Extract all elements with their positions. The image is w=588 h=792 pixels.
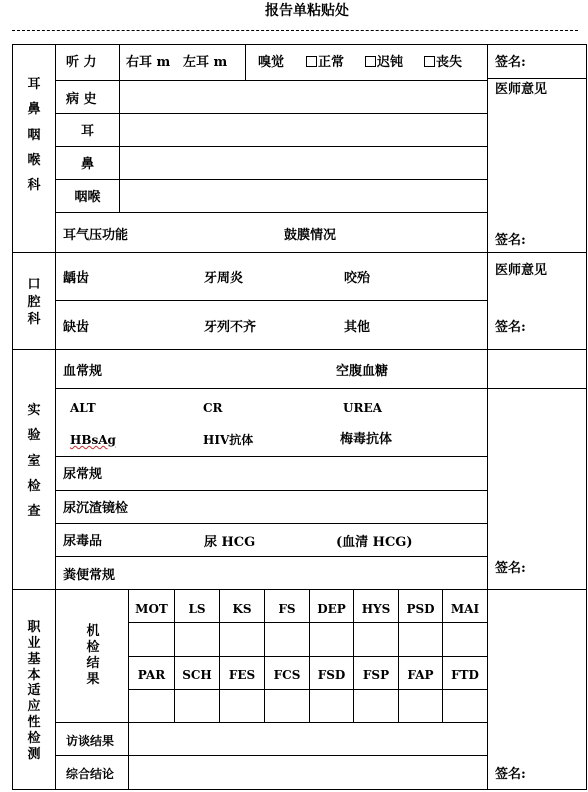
history-label: 病 史 <box>66 92 97 107</box>
code-cell: SCH <box>182 668 212 682</box>
code-cell: PSD <box>406 602 435 616</box>
hiv-label: HIV抗体 <box>203 433 254 447</box>
ent-row-line <box>56 212 487 213</box>
stool-routine-label: 粪便常规 <box>63 568 116 583</box>
comprehensive-conclusion-label: 综合结论 <box>66 767 115 781</box>
occlusion-label: 咬殆 <box>344 271 371 286</box>
code-cell: MOT <box>135 602 168 616</box>
dental-row-line <box>56 300 487 301</box>
blood-routine-label: 血常规 <box>63 364 103 379</box>
lab-section-bottom <box>12 589 587 590</box>
code-cell: KS <box>232 602 252 616</box>
malalignment-label: 牙列不齐 <box>204 320 257 335</box>
code-grid-line <box>129 622 487 623</box>
report-paste-title: 报告单粘贴处 <box>265 3 349 19</box>
dental-doctor-opinion-label: 医师意见 <box>495 263 548 278</box>
checkbox-icon[interactable] <box>424 56 435 67</box>
ear-label: 耳 <box>80 124 94 139</box>
eardrum-condition-label: 鼓膜情况 <box>284 228 337 243</box>
ent-hearing-divider <box>245 44 246 80</box>
section-label-divider <box>55 44 56 790</box>
ent-row-line <box>56 179 487 180</box>
cr-label: CR <box>203 401 223 415</box>
interview-row-line <box>56 755 487 756</box>
code-cell: FAP <box>407 668 434 682</box>
lab-row-line <box>56 388 586 389</box>
syphilis-label: 梅毒抗体 <box>340 432 393 447</box>
ent-doctor-opinion-label: 医师意见 <box>495 82 548 97</box>
code-grid-line <box>56 722 487 723</box>
ent-label-divider <box>119 44 120 212</box>
code-grid-line <box>129 689 487 690</box>
lab-row-line <box>56 556 487 557</box>
ent-row-line <box>56 80 487 81</box>
throat-label: 咽喉 <box>74 190 101 205</box>
smell-option-lost-label: 丧失 <box>436 55 463 70</box>
interview-result-label: 访谈结果 <box>66 734 115 748</box>
code-cell: FS <box>278 602 296 616</box>
urine-routine-label: 尿常规 <box>63 467 103 482</box>
dental-section-label: 口腔科 <box>27 277 41 328</box>
other-label: 其他 <box>344 320 371 335</box>
periodontitis-label: 牙周炎 <box>204 271 244 286</box>
code-cell: FSD <box>317 668 346 682</box>
code-grid-line <box>129 656 487 657</box>
occupational-section-label: 职业基本适应性检测 <box>27 620 41 762</box>
smell-option-dull-label: 迟钝 <box>377 55 404 70</box>
ent-section-bottom <box>12 252 587 253</box>
code-cell: FES <box>228 668 256 682</box>
ent-bottom-signature-label: 签名: <box>495 233 526 248</box>
dental-signature-label: 签名: <box>495 320 526 335</box>
ent-signature-label: 签名: <box>495 55 526 70</box>
smell-option-normal-label: 正常 <box>318 55 345 70</box>
code-cell: FTD <box>451 668 479 682</box>
lab-row-line <box>56 523 487 524</box>
signature-column-divider <box>487 44 488 790</box>
ent-row-line <box>56 146 487 147</box>
frame-top <box>12 44 587 45</box>
frame-left <box>12 44 13 790</box>
cut-line <box>12 30 578 31</box>
frame-bottom <box>12 789 587 790</box>
left-ear-field[interactable]: 左耳 m <box>183 55 228 70</box>
frame-right <box>586 44 587 790</box>
smell-option-lost[interactable] <box>424 56 462 69</box>
hbsag-label: HBsAg <box>70 433 116 447</box>
checkbox-icon[interactable] <box>306 56 317 67</box>
ent-signature-line <box>488 78 586 79</box>
code-cell: LS <box>188 602 206 616</box>
fasting-glucose-label: 空腹血糖 <box>336 364 389 379</box>
urine-drug-label: 尿毒品 <box>63 534 103 549</box>
caries-label: 龋齿 <box>63 271 90 286</box>
ent-section-label: 耳鼻咽喉科 <box>27 77 41 194</box>
code-cell: MAI <box>450 602 480 616</box>
dental-section-bottom <box>12 349 587 350</box>
code-cell: FSP <box>362 668 390 682</box>
alt-label: ALT <box>70 401 96 415</box>
nose-label: 鼻 <box>80 157 94 172</box>
lab-row-line <box>56 490 487 491</box>
eustachian-function-label: 耳气压功能 <box>63 228 129 243</box>
machine-result-label: 机检结果 <box>86 624 100 687</box>
ent-row-line <box>56 113 487 114</box>
lab-row-line <box>56 456 487 457</box>
hearing-label: 听 力 <box>66 55 97 70</box>
right-ear-field[interactable]: 右耳 m <box>126 55 171 70</box>
code-cell: PAR <box>137 668 166 682</box>
smell-label: 嗅觉 <box>258 55 285 70</box>
smell-option-dull[interactable] <box>365 56 403 69</box>
code-cell: FCS <box>273 668 301 682</box>
urine-hcg-label: 尿 HCG <box>204 535 256 550</box>
serum-hcg-label: (血清 HCG) <box>336 535 413 550</box>
checkbox-icon[interactable] <box>365 56 376 67</box>
lab-section-label: 实验室检查 <box>27 403 41 520</box>
lab-signature-label: 签名: <box>495 561 526 576</box>
urine-sediment-label: 尿沉渣镜检 <box>63 501 129 516</box>
missing-teeth-label: 缺齿 <box>63 320 90 335</box>
code-cell: DEP <box>317 602 346 616</box>
code-cell: HYS <box>361 602 391 616</box>
smell-option-normal[interactable] <box>306 56 344 69</box>
urea-label: UREA <box>343 401 382 415</box>
occupational-signature-label: 签名: <box>495 767 526 782</box>
